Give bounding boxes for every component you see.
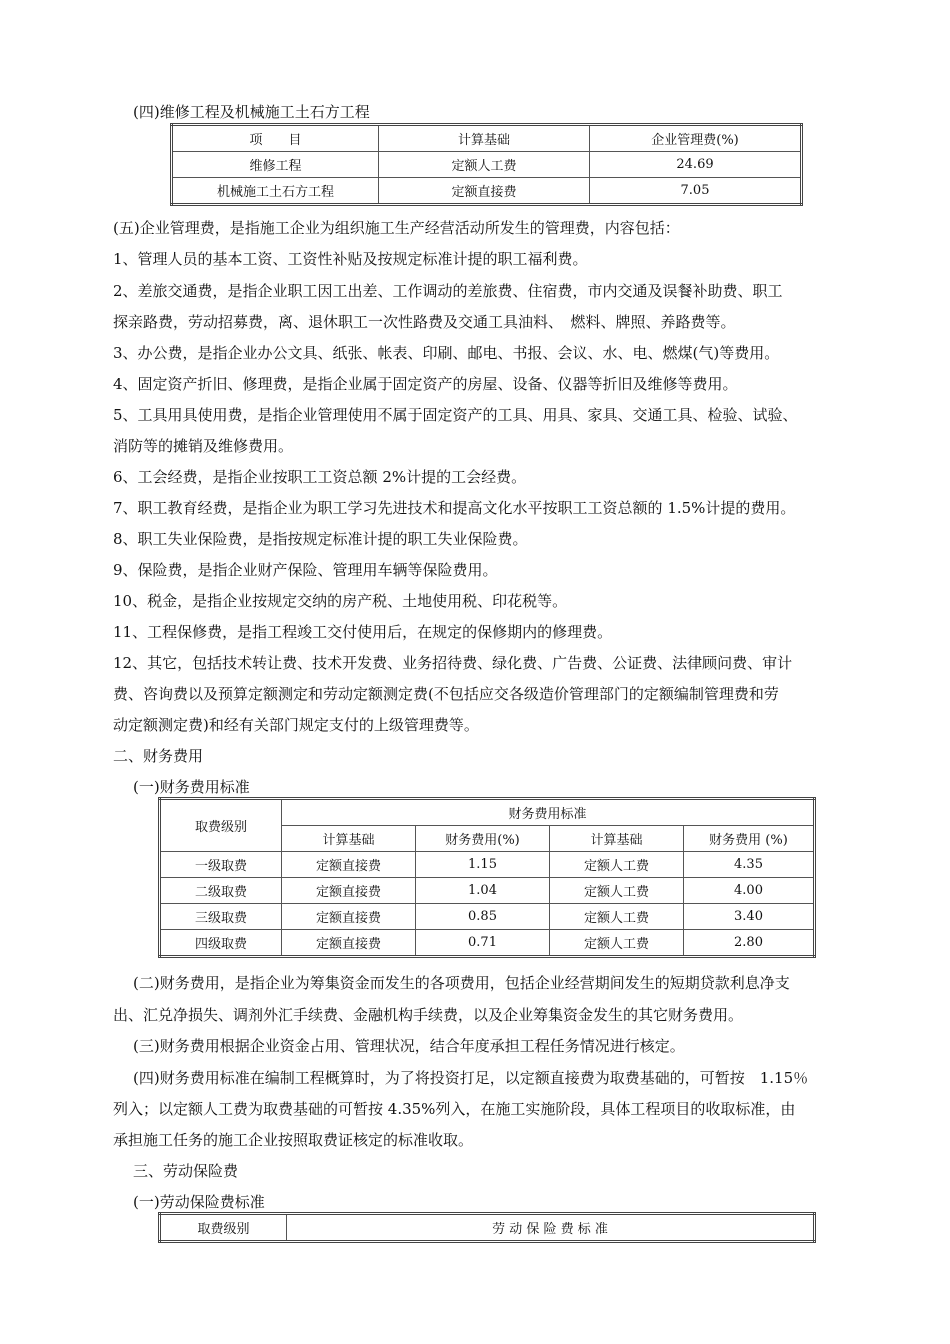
financial-fee-table [158, 797, 816, 958]
table-cell: 定额直接费 [282, 878, 416, 904]
paragraph: 2、差旅交通费，是指企业职工因工出差、工作调动的差旅费、住宿费，市内交通及误餐补助费、职工 [113, 282, 783, 300]
table-cell: 机械施工土石方工程 [172, 178, 379, 205]
maintenance-fee-table [170, 123, 803, 206]
table-cell: 0.71 [416, 930, 550, 957]
table-cell: 三级取费 [160, 904, 282, 930]
table-cell: 24.69 [590, 152, 802, 178]
paragraph: (五)企业管理费，是指施工企业为组织施工生产经营活动所发生的管理费，内容包括： [113, 219, 680, 237]
table-header-row [160, 1214, 815, 1242]
paragraph: (二)财务费用，是指企业为筹集资金而发生的各项费用，包括企业经营期间发生的短期贷款利息净支 [133, 974, 790, 992]
table-cell: 1.04 [416, 878, 550, 904]
table-cell: 4.00 [684, 878, 815, 904]
header-cell: 财务费用 (%) [684, 826, 815, 852]
paragraph: 1、管理人员的基本工资、工资性补贴及按规定标准计提的职工福利费。 [113, 250, 588, 268]
paragraph: 6、工会经费，是指企业按职工工资总额 2%计提的工会经费。 [113, 468, 527, 486]
paragraph: 10、税金，是指企业按规定交纳的房产税、土地使用税、印花税等。 [113, 592, 568, 610]
table-cell: 1.15 [416, 852, 550, 878]
header-cell: 计算基础 [282, 826, 416, 852]
table-row [160, 930, 815, 957]
paragraph: 12、其它，包括技术转让费、技术开发费、业务招待费、绿化费、广告费、公证费、法律顾问费、审计 [113, 654, 793, 672]
section-heading: 三、劳动保险费 [133, 1162, 239, 1180]
table-cell: 定额人工费 [550, 930, 684, 957]
table-cell: 二级取费 [160, 878, 282, 904]
labor-insurance-table [158, 1212, 816, 1243]
table-cell: 0.85 [416, 904, 550, 930]
paragraph: 4、固定资产折旧、修理费，是指企业属于固定资产的房屋、设备、仪器等折旧及维修等费用。 [113, 375, 738, 393]
paragraph: (三)财务费用根据企业资金占用、管理状况，结合年度承担工程任务情况进行核定。 [133, 1037, 685, 1055]
table-row [172, 178, 802, 205]
header-cell: 劳 动 保 险 费 标 准 [287, 1214, 815, 1242]
paragraph: 动定额测定费)和经有关部门规定支付的上级管理费等。 [113, 716, 479, 734]
table-cell: 定额直接费 [282, 930, 416, 957]
table-row [160, 904, 815, 930]
header-cell: 企业管理费(%) [590, 125, 802, 152]
paragraph: 承担施工任务的施工企业按照取费证核定的标准收取。 [113, 1131, 474, 1149]
paragraph: 出、汇兑净损失、调剂外汇手续费、金融机构手续费，以及企业筹集资金发生的其它财务费用。 [113, 1006, 744, 1024]
table-cell: 定额人工费 [550, 878, 684, 904]
table-row [172, 152, 802, 178]
section-4-heading: (四)维修工程及机械施工土石方工程 [133, 103, 370, 121]
table-cell: 一级取费 [160, 852, 282, 878]
subsection-heading: (一)财务费用标准 [133, 778, 250, 796]
table-cell: 定额直接费 [282, 904, 416, 930]
paragraph: 9、保险费，是指企业财产保险、管理用车辆等保险费用。 [113, 561, 498, 579]
paragraph: 11、工程保修费，是指工程竣工交付使用后，在规定的保修期内的修理费。 [113, 623, 613, 641]
table-cell: 定额人工费 [550, 852, 684, 878]
paragraph: 5、工具用具使用费，是指企业管理使用不属于固定资产的工具、用具、家具、交通工具、检验、试验、 [113, 406, 798, 424]
table-cell: 3.40 [684, 904, 815, 930]
table-row [160, 878, 815, 904]
header-cell: 计算基础 [379, 125, 590, 152]
table-cell: 4.35 [684, 852, 815, 878]
header-cell: 取费级别 [160, 1214, 287, 1242]
table-cell: 维修工程 [172, 152, 379, 178]
paragraph: 费、咨询费以及预算定额测定和劳动定额测定费(不包括应交各级造价管理部门的定额编制管理费和劳 [113, 685, 779, 703]
header-cell: 财务费用标准 [282, 799, 815, 826]
paragraph: 探亲路费，劳动招募费，离、退休职工一次性路费及交通工具油料、 燃料、牌照、养路费等。 [113, 313, 736, 331]
table-cell: 2.80 [684, 930, 815, 957]
table-cell: 定额直接费 [282, 852, 416, 878]
paragraph: 列入；以定额人工费为取费基础的可暂按 4.35%列入，在施工实施阶段，具体工程项目的收取标准，由 [113, 1100, 796, 1118]
table-cell: 定额直接费 [379, 178, 590, 205]
paragraph: 7、职工教育经费，是指企业为职工学习先进技术和提高文化水平按职工工资总额的 1.5%计提的费用。 [113, 499, 796, 517]
paragraph: 8、职工失业保险费，是指按规定标准计提的职工失业保险费。 [113, 530, 528, 548]
paragraph: 3、办公费，是指企业办公文具、纸张、帐表、印刷、邮电、书报、会议、水、电、燃煤(气)等费用。 [113, 344, 780, 362]
paragraph: 消防等的摊销及维修费用。 [113, 437, 294, 455]
table-row [160, 852, 815, 878]
table-cell: 定额人工费 [379, 152, 590, 178]
paragraph: (四)财务费用标准在编制工程概算时，为了将投资打足，以定额直接费为取费基础的，可暂按 1.15％ [133, 1069, 809, 1087]
header-cell: 取费级别 [160, 799, 282, 852]
table-cell: 四级取费 [160, 930, 282, 957]
table-cell: 7.05 [590, 178, 802, 205]
table-cell: 定额人工费 [550, 904, 684, 930]
header-cell: 项 目 [172, 125, 379, 152]
header-cell: 计算基础 [550, 826, 684, 852]
table-header-row [172, 125, 802, 152]
header-cell: 财务费用(%) [416, 826, 550, 852]
subsection-heading: (一)劳动保险费标准 [133, 1193, 265, 1211]
table-header-row [160, 799, 815, 826]
section-heading: 二、财务费用 [113, 747, 204, 765]
